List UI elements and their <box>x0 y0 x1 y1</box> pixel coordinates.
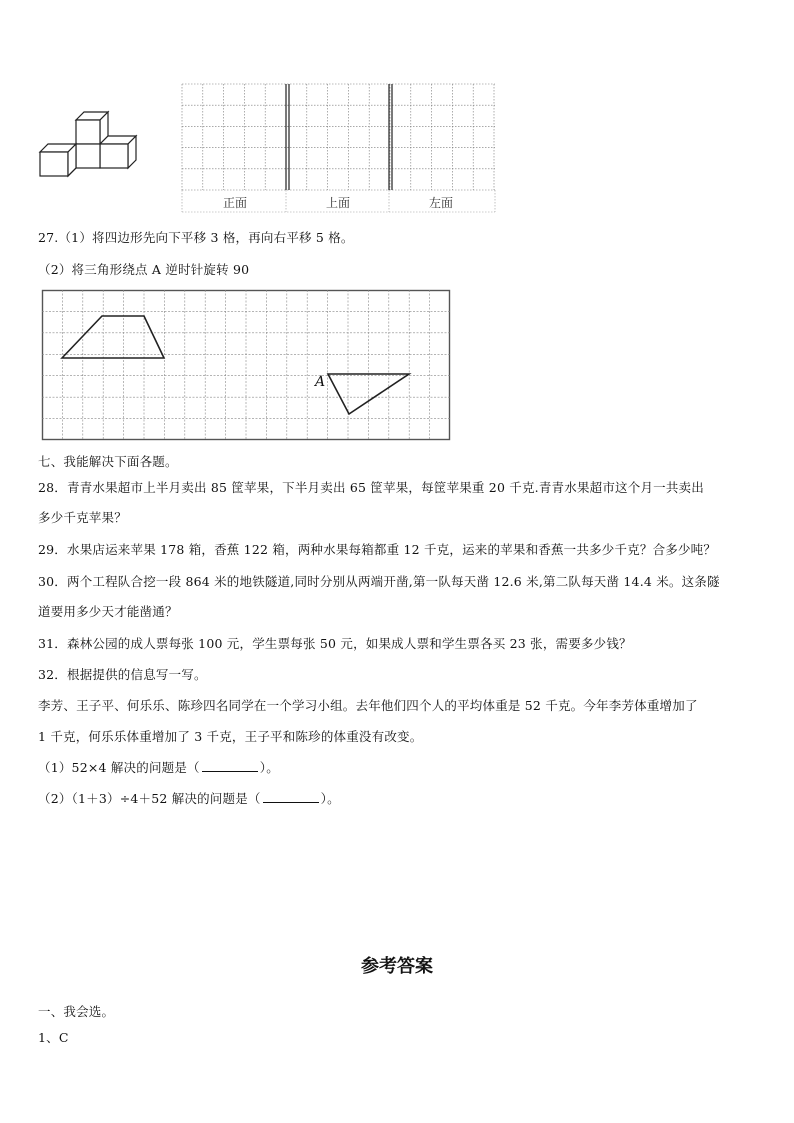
point-a-label: A <box>315 374 326 390</box>
q30-line1: 30．两个工程队合挖一段 864 米的地铁隧道,同时分别从两端开凿,第一队每天凿 12.6 米,第二队每天凿 14.4 米。这条隧 <box>38 574 720 589</box>
q28-line2: 多少千克苹果？ <box>38 510 127 525</box>
q32-part1-prefix: （1）52×4 解决的问题是（ <box>38 760 200 775</box>
view-label-front: 正面 <box>222 196 247 210</box>
transformation-grid <box>42 290 452 442</box>
q32: 32．根据提供的信息写一写。 <box>38 667 207 682</box>
q32-part2 <box>38 791 340 807</box>
q32-part1 <box>38 760 279 776</box>
q32-info-line1: 李芳、王子平、何乐乐、陈珍四名同学在一个学习小组。去年他们四个人的平均体重是 52 千克。今年李芳体重增加了 <box>38 698 698 713</box>
q31: 31．森林公园的成人票每张 100 元，学生票每张 50 元，如果成人票和学生票各买 23 张，需要多少钱？ <box>38 636 632 651</box>
q28-line1: 28．青青水果超市上半月卖出 85 筐苹果，下半月卖出 65 筐苹果，每筐苹果重 20 千克.青青水果超市这个月一共卖出 <box>38 480 704 495</box>
answer-blank-1[interactable] <box>202 760 258 772</box>
q29: 29．水果店运来苹果 178 箱，香蕉 122 箱，两种水果每箱都重 12 千克，运来的苹果和香蕉一共多少千克？合多少吨？ <box>38 542 717 557</box>
view-label-top: 上面 <box>325 196 350 210</box>
answers-section1: 一、我会选。 <box>38 1004 115 1019</box>
q32-part2-suffix: ）。 <box>320 791 340 806</box>
cube-stack-figure <box>36 104 146 184</box>
q27-part1: 27.（1）将四边形先向下平移 3 格，再向右平移 5 格。 <box>38 230 354 245</box>
answer-blank-2[interactable] <box>263 791 319 803</box>
q32-info-line2: 1 千克，何乐乐体重增加了 3 千克，王子平和陈珍的体重没有改变。 <box>38 729 423 744</box>
answers-title: 参考答案 <box>361 956 433 977</box>
section7-heading: 七、我能解决下面各题。 <box>38 454 178 469</box>
view-label-left: 左面 <box>428 196 453 210</box>
q27-part2: （2）将三角形绕点 A 逆时针旋转 90 <box>38 262 250 277</box>
q30-line2: 道要用多少天才能凿通？ <box>38 604 178 619</box>
answers-item1: 1、C <box>38 1030 69 1045</box>
q32-part2-prefix: （2）（1＋3）÷4＋52 解决的问题是（ <box>38 791 261 806</box>
q32-part1-suffix: ）。 <box>259 760 279 775</box>
